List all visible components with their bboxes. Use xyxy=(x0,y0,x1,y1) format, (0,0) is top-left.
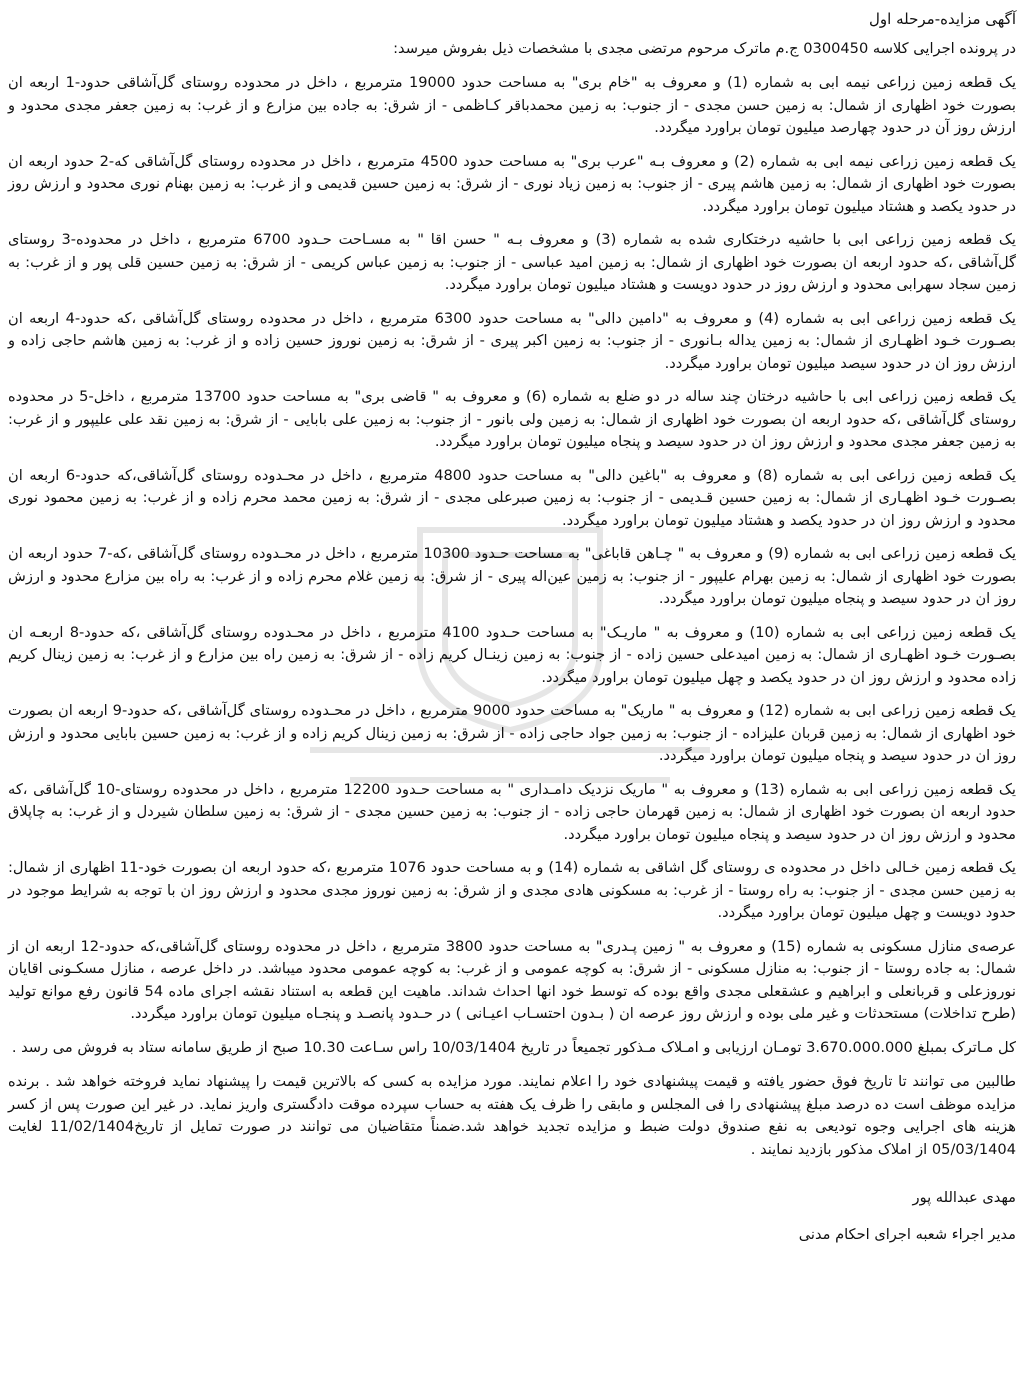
property-item-8: یک قطعه زمین زراعی ابی به شماره (10) و معروف به " ماریـک" به مساحت حـدود 4100 مترمربع ، داخل در محـدوده روستای گل‌آشاقی ،که حدود-8 اربعـه ان بصـورت خـود اظهـاری از شمال: به زمین امیدعلی حسین زاده - از جنوب: به زمین زینـال کریم زاده - از شرق: به زمین راه بین مزارع و از غرب: به زمین زینال کریم زاده محدود و ارزش روز ان در حدود یکصد و چهل میلیون تومان براورد میگردد. xyxy=(8,623,1016,686)
signer-name: مهدی عبدالله پور xyxy=(912,1189,1016,1206)
property-item-2: یک قطعه زمین زراعی نیمه ابی به شماره (2) و معروف بـه "عرب بری" به مساحت حدود 4500 مترمربع ، داخل در محدوده روستای گل‌آشاقی که-2 حدود اربعه ان بصورت خود اظهاری از شمال: به زمین هاشم پیری - از جنوب: به زمین زیاد نوری - از شرق: به زمین حسین قدیمی و از غرب: به زمین بهنام نوری محدود و ارزش روز در حدود یکصد و هشتاد میلیون تومان براورد میگردد. xyxy=(8,152,1016,215)
signer-role: مدیر اجراء شعبه اجرای احکام مدنی xyxy=(798,1225,1016,1243)
notice-title: آگهی مزایده-مرحله اول xyxy=(869,10,1016,28)
property-item-1: یک قطعه زمین زراعی نیمه ابی به شماره (1) و معروف به "خام بری" به مساحت حدود 19000 مترمربع ، داخل در محدوده روستای گل‌آشاقی حدود-1 اربعه ان بصورت خود اظهاری از شمال: به زمین حسن مجدی - از جنوب: به زمین محمدباقر کـاظمی - از شرق: به جاده بین مزارع و از غرب: به زمین جعفر مجدی محدود و ارزش روز آن در حدود چهارصد میلیون تومان براورد میگردد. xyxy=(8,74,1017,136)
property-item-4: یک قطعه زمین زراعی ابی به شماره (4) و معروف به "دامین دالی" به مساحت حدود 6300 مترمربع ، داخل در محدوده روستای گل‌آشاقی ،که حدود-4 اربعه ان بصـورت خـود اظهـاری از شمال: به زمین یداله بـانوری - از جنوب: به زمین اکبر پیری - از شرق: به زمین نوروز حسین زاده و از غرب: به زمین هاشم حاجی زاده و ارزش روز ان در حدود سیصد میلیون تومان براورد میگردد. xyxy=(8,309,1016,372)
property-item-10: یک قطعه زمین زراعی ابی به شماره (13) و معروف به " ماریک نزدیک دامـداری " به مساحت حـدود 12200 مترمربع ، داخل در محدوده روستای-10 گل‌آشاقی ،که حدود اربعه ان بصورت خود اظهاری از شمال: به زمین قهرمان حاجی زاده - از جنوب: به زمین حسین مجدی - از شرق: به زمین سلطان شیردل و از غرب: به چاپلاق محدود و ارزش روز ان در حدود سیصد و پنجاه میلیون تومان براورد میگردد. xyxy=(8,780,1016,843)
auction-conditions: طالبین می توانند تا تاریخ فوق حضور یافته و قیمت پیشنهادی خود را اعلام نمایند. مورد مزایده به کسی که بالاترین قیمت را پیشنهاد نماید فروخته خواهد شد . برنده مزایده موظف است ده درصد مبلغ پیشنهادی را فی المجلس و مابقی را ظرف یک هفته به حساب سپرده موقت دادگستری واریز نماید. در غیر این صورت پس از کسر هزینه های اجرایی وجوه تودیعی به نفع صندوق دولت ضبط و مزایده تجدید خواهد شد.ضمناً متقاضیان می توانند در صورت تمایل از تاریخ11/02/1404 لغایت 05/03/1404 از املاک مذکور بازدید نمایند . xyxy=(8,1073,1017,1158)
property-item-7: یک قطعه زمین زراعی ابی به شماره (9) و معروف به " چـاهن قاباغی" به مساحت حـدود 10300 مترمربع ، داخل در محـدوده روستای گل‌آشاقی ،که-7 حدود اربعه ان بصورت خود اظهاری از شمال: به زمین بهرام علیپور - از جنوب: به زمین عین‌اله پیری - از شرق: به زمین غلام محرم زاده و از غرب: به راه بین مزارع محدود و ارزش روز ان در حدود سیصد و پنجاه میلیون تومان براورد میگردد. xyxy=(8,545,1017,607)
notice-intro: در پرونده اجرایی کلاسه 0300450 ج.م ماترک مرحوم مرتضی مجدی با مشخصات ذیل بفروش میرسد: xyxy=(393,39,1016,57)
total-valuation: کل مـاترک بمبلغ 3.670.000.000 تومـان ارزیابی و امـلاک مـذکور تجمیعاً در تاریخ 10/03/1404 راس سـاعت 10.30 صبح از طریق سامانه ستاد به فروش می رسد . xyxy=(11,1038,1016,1056)
property-item-9: یک قطعه زمین زراعی ابی به شماره (12) و معروف به " ماریک" به مساحت حدود 9000 مترمربع ، داخل در محـدوده روستای گل‌آشاقی ،که حدود-9 اربعه ان بصورت خود اظهاری از شمال: به زمین قربان علیزاده - از جنوب: به زمین جواد حاجی زاده - از شرق: به زمین زینال کریم زاده و از غرب: به زمین حسین بابایی محدود و ارزش روز ان در حدود سیصد و پنجاه میلیون تومان براورد میگردد. xyxy=(8,702,1016,764)
auction-notice xyxy=(8,8,1016,1389)
property-item-6: یک قطعه زمین زراعی ابی به شماره (8) و معروف به "باغین دالی" به مساحت حدود 4800 مترمربع ، داخل در محـدوده روستای گل‌آشاقی،که حدود-6 اربعه ان بصـورت خـود اظهـاری از شمال: به زمین حسین قـدیمی - از جنوب: به زمین صبرعلی مجدی - از شرق: به زمین محمد محرم زاده و از غرب: به زمین محمود نوری محدود و ارزش روز ان در حدود یکصد و هشتاد میلیون تومان براورد میگردد. xyxy=(8,466,1016,529)
property-item-12: عرصه‌ی منازل مسکونی به شماره (15) و معروف به " زمین پـدری" به مساحت حدود 3800 مترمربع ، داخل در محدوده روستای گل‌آشاقی،که حدود-12 اربعه ان از شمال: به جاده روستا - از جنوب: به منازل مسکونی - از شرق: به کوچه عمومی و از غرب: به کوچه عمومی محدود میباشد. در داخل عرصه ، منازل مسکـونی اقایان نوروزعلی و قربانعلی و ابراهیم و عشقعلی مجدی واقع بوده که توسط خود انها احداث شداند. ماهیت این قطعه به استناد نقشه اجرای ماده 54 قانون رفع موانع تولید (طرح تداخلات) مستحدثات و غیر ملی بوده و ارزش روز عرصه ان ( بـدون احتسـاب اعیـانی ) در حـدود پانصـد و پنجـاه میلیون تومان براورد میگردد. xyxy=(8,937,1016,1022)
property-item-3: یک قطعه زمین زراعی ابی با حاشیه درختکاری شده به شماره (3) و معروف بـه " حسن اقا " به مسـاحت حـدود 6700 مترمربع ، داخل در محدوده-3 روستای گل‌آشاقی ،که حدود اربعه ان بصورت خود اظهاری از شمال: به زمین امید عباسی - از جنوب: به زمین عباس کریمی - از شرق: به زمین حسین قلی پور و از غرب: به زمین سجاد سهرابی محدود و ارزش روز در حدود دویست و هشتاد میلیون تومان براورد میگردد. xyxy=(8,231,1016,293)
property-item-5: یک قطعه زمین زراعی ابی با حاشیه درختان چند ساله در دو ضلع به شماره (6) و معروف به " قاضی بری" به مساحت حدود 13700 مترمربع ، داخل-5 در محدوده روستای گل‌آشاقی ،که حدود اربعه ان بصورت خود اظهاری از شمال: به زمین ولی بانور - از جنوب: به زمین علی بابایی - از شرق: به زمین نقد علی علیپور و از غرب: به زمین جعفر مجدی محدود و ارزش روز ان در حدود سیصد و پنجاه میلیون تومان براورد میگردد. xyxy=(8,388,1016,450)
property-item-11: یک قطعه زمین خـالی داخل در محدوده ی روستای گل اشاقی به شماره (14) و به مساحت حدود 1076 مترمربع ،که حدود اربعه ان بصورت خود-11 اظهاری از شمال: به زمین حسن مجدی - از جنوب: به راه روستا - از غرب: به مسکونی هادی مجدی و از شرق: به زمین نوروز مجدی محدود و ارزش روز ان با توجه به شرایط موجود در حدود دویست و چهل میلیون تومان براورد میگردد. xyxy=(8,859,1016,921)
